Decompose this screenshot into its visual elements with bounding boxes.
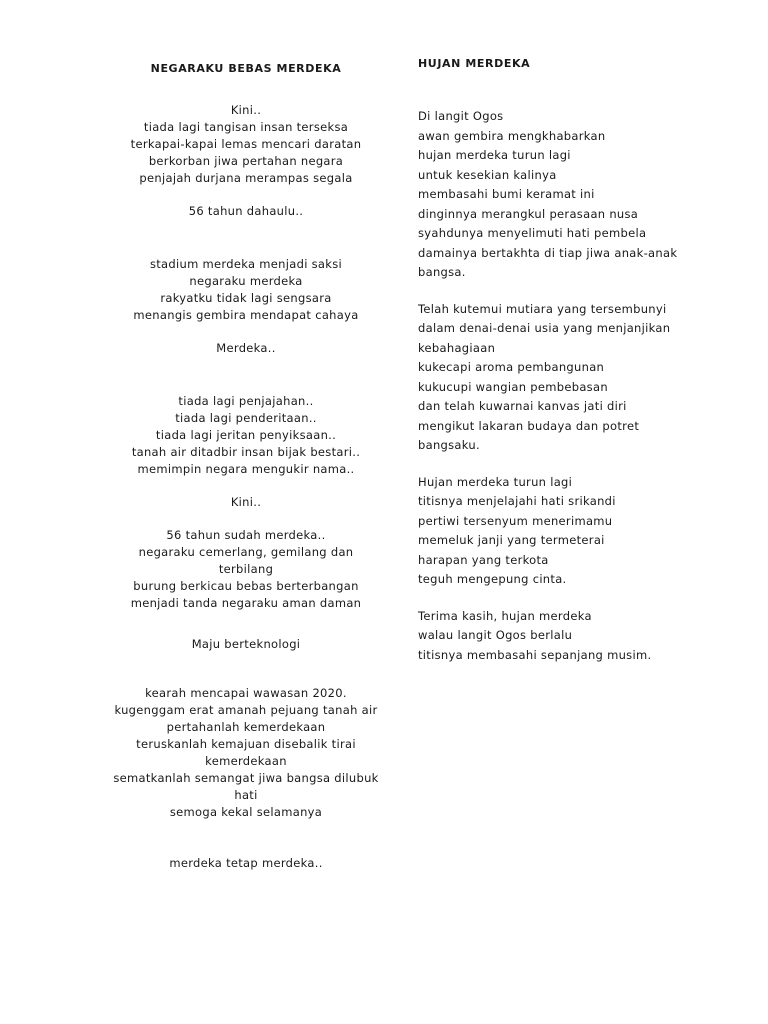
poem-left-stanza: [110, 340, 382, 357]
poem-right-line: untuk kesekian kalinya: [418, 167, 557, 182]
poem-left-line: Kini..: [230, 103, 262, 117]
poem-right-stanza: [418, 300, 738, 456]
poem-left-line: tiada lagi penjajahan..: [178, 394, 314, 408]
poem-left-line: menangis gembira mendapat cahaya: [133, 308, 359, 322]
poem-left-line: Maju berteknologi: [191, 637, 301, 651]
poem-right-line: Terima kasih, hujan merdeka: [418, 608, 592, 623]
poem-right-line: bangsa.: [418, 265, 466, 279]
poem-right-stanza: [418, 107, 738, 283]
poem-left-line: negaraku cemerlang, gemilang dan terbilang: [138, 545, 354, 576]
poem-left-line: tiada lagi tangisan insan terseksa: [143, 120, 349, 134]
poem-left-line: merdeka tetap merdeka..: [169, 856, 323, 870]
poem-left-stanza: [110, 256, 382, 324]
poem-right-line: Hujan merdeka turun lagi: [418, 474, 573, 489]
poem-right-line: syahdunya menyelimuti hati pembela: [418, 226, 647, 240]
poem-left-stanza: [110, 393, 382, 478]
poem-left-line: 56 tahun dahaulu..: [188, 204, 304, 218]
poem-right-line: kukucupi wangian pembebasan: [418, 379, 608, 394]
poem-right-line: titisnya membasahi sepanjang musim.: [418, 647, 652, 662]
poem-left-stanza: [110, 494, 382, 511]
poem-left-line: menjadi tanda negaraku aman daman: [130, 596, 362, 610]
poem-right-stanza: [418, 607, 738, 666]
poem-left-line: tanah air ditadbir insan bijak bestari..: [131, 445, 361, 459]
poem-right-line: mengikut lakaran budaya dan potret: [418, 418, 640, 433]
poem-right-line: harapan yang terkota: [418, 552, 549, 567]
poem-left-stanza: [110, 685, 382, 821]
poem-left-line: penjajah durjana merampas segala: [139, 171, 353, 185]
poem-left-stanza: [110, 636, 382, 653]
poem-right-title: HUJAN MERDEKA: [418, 57, 531, 70]
poem-right-line: memeluk janji yang termeterai: [418, 533, 605, 547]
poem-right-line: dinginnya merangkul perasaan nusa: [418, 206, 639, 221]
poem-left-line: kearah mencapai wawasan 2020.: [145, 686, 347, 700]
poem-left-line: pertahanlah kemerdekaan: [166, 720, 326, 734]
poem-left: [110, 62, 382, 872]
poem-left-stanza: [110, 102, 382, 187]
poem-right-line: awan gembira mengkhabarkan: [418, 128, 606, 143]
poem-left-line: memimpin negara mengukir nama..: [137, 462, 355, 476]
poem-left-line: kugenggam erat amanah pejuang tanah air: [114, 703, 378, 717]
poem-left-line: sematkanlah semangat jiwa bangsa dilubuk hati: [113, 771, 379, 802]
poem-left-line: teruskanlah kemajuan disebalik tirai kemerdekaan: [136, 737, 356, 768]
poem-left-line: 56 tahun sudah merdeka..: [166, 528, 326, 542]
poem-right-body: [418, 107, 738, 665]
poem-right-line: Telah kutemui mutiara yang tersembunyi: [418, 301, 667, 316]
poem-left-line: negaraku merdeka: [189, 274, 303, 288]
poem-left-body: [110, 102, 382, 872]
poem-right-line: kebahagiaan: [418, 340, 496, 355]
poem-left-title: NEGARAKU BEBAS MERDEKA: [150, 62, 342, 75]
poem-right-line: hujan merdeka turun lagi: [418, 148, 571, 162]
poem-right-line: pertiwi tersenyum menerimamu: [418, 513, 613, 528]
poem-left-line: burung berkicau bebas berterbangan: [133, 579, 359, 593]
poem-left-stanza: [110, 855, 382, 872]
poem-right-stanza: [418, 473, 738, 590]
poem-right-line: dalam denai-denai usia yang menjanjikan: [418, 321, 671, 335]
poem-right-line: membasahi bumi keramat ini: [418, 187, 595, 201]
poem-right-line: damainya bertakhta di tiap jiwa anak-anak: [418, 245, 678, 260]
poem-left-line: Kini..: [230, 495, 262, 509]
poem-left-line: terkapai-kapai lemas mencari daratan: [130, 137, 362, 151]
poem-left-line: rakyatku tidak lagi sengsara: [160, 291, 332, 305]
poem-right-line: dan telah kuwarnai kanvas jati diri: [418, 399, 627, 413]
poem-right-line: walau langit Ogos berlalu: [418, 628, 573, 642]
poem-right-line: Di langit Ogos: [418, 109, 504, 123]
poem-left-line: tiada lagi jeritan penyiksaan..: [155, 428, 337, 442]
poem-left-line: semoga kekal selamanya: [169, 805, 323, 819]
poem-left-stanza: [110, 527, 382, 612]
poem-right-line: kukecapi aroma pembangunan: [418, 360, 605, 374]
poem-right: [418, 57, 738, 665]
poem-left-line: Merdeka..: [216, 341, 276, 355]
poem-right-line: bangsaku.: [418, 438, 480, 452]
poem-left-line: berkorban jiwa pertahan negara: [148, 154, 344, 168]
poem-right-line: titisnya menjelajahi hati srikandi: [418, 494, 616, 508]
poem-left-stanza: [110, 203, 382, 220]
poem-left-line: stadium merdeka menjadi saksi: [149, 257, 343, 271]
poem-left-line: tiada lagi penderitaan..: [175, 411, 317, 425]
poem-right-line: teguh mengepung cinta.: [418, 572, 567, 586]
